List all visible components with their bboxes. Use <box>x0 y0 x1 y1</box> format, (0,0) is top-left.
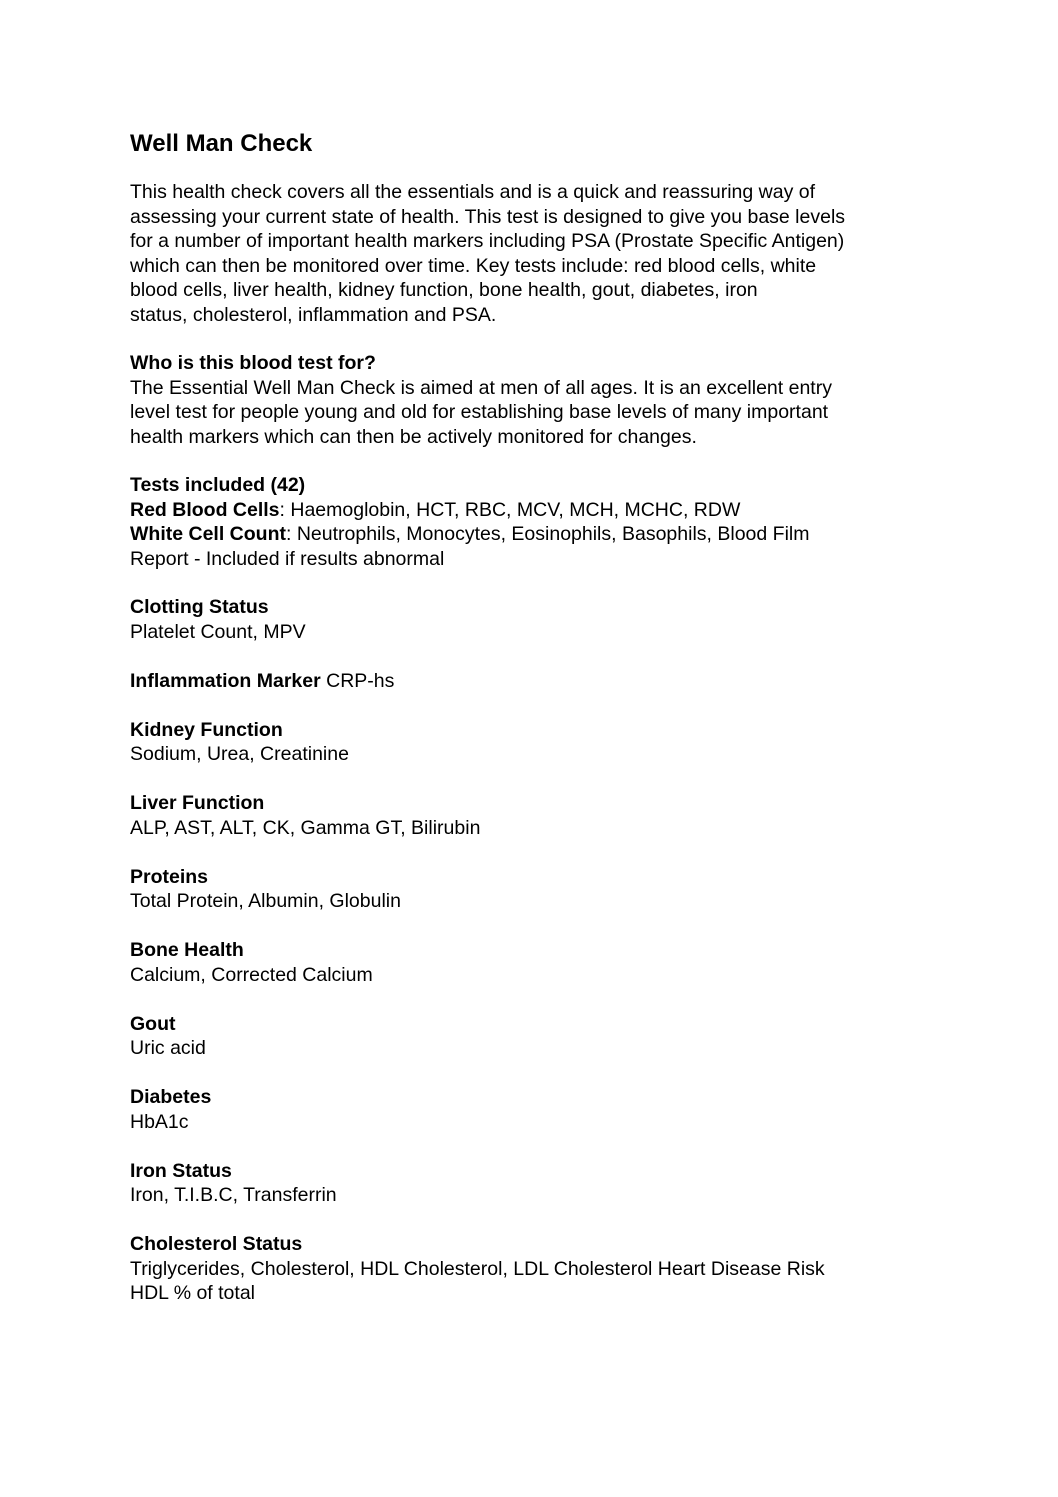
inflammation-line <box>130 669 920 694</box>
section-heading: Bone Health <box>130 939 244 961</box>
kidney-section <box>130 718 920 767</box>
diabetes-section <box>130 1085 920 1134</box>
who-line: The Essential Well Man Check is aimed at men of all ages. It is an excellent entry <box>130 376 832 399</box>
intro-line: which can then be monitored over time. Key tests include: red blood cells, white <box>130 254 817 277</box>
who-heading: Who is this blood test for? <box>130 352 376 374</box>
intro-line: status, cholesterol, inflammation and PSA. <box>130 303 497 326</box>
section-heading: Kidney Function <box>130 718 283 741</box>
section-heading: Diabetes <box>130 1086 212 1108</box>
section-text: Platelet Count, MPV <box>130 620 306 643</box>
section-text: ALP, AST, ALT, CK, Gamma GT, Bilirubin <box>130 816 481 839</box>
section-text: Uric acid <box>130 1037 206 1059</box>
section-text: Triglycerides, Cholesterol, HDL Cholesterol, LDL Cholesterol Heart Disease Risk <box>130 1257 825 1280</box>
intro-line: for a number of important health markers including PSA (Prostate Specific Antigen) <box>130 230 845 252</box>
inflammation-text: CRP-hs <box>320 669 395 692</box>
white-cell-count-label: White Cell Count <box>130 523 286 545</box>
who-paragraph <box>130 376 920 450</box>
proteins-section <box>130 865 920 914</box>
intro-paragraph <box>130 180 920 327</box>
red-blood-cells-label: Red Blood Cells <box>130 498 280 521</box>
red-blood-cells-text: : Haemoglobin, HCT, RBC, MCV, MCH, MCHC, RDW <box>279 498 741 521</box>
cholesterol-section <box>130 1232 920 1306</box>
section-text: Calcium, Corrected Calcium <box>130 963 373 986</box>
inflammation-label: Inflammation Marker <box>130 669 321 692</box>
section-text: HDL % of total <box>130 1282 255 1304</box>
who-line: level test for people young and old for establishing base levels of many important <box>130 401 829 423</box>
section-heading: Iron Status <box>130 1159 232 1182</box>
document-page <box>130 128 920 1330</box>
inflammation-section <box>130 669 920 694</box>
iron-section <box>130 1159 920 1208</box>
section-heading: Cholesterol Status <box>130 1233 303 1255</box>
section-text: Total Protein, Albumin, Globulin <box>130 890 401 912</box>
bone-section <box>130 938 920 987</box>
who-line: health markers which can then be actively monitored for changes. <box>130 425 697 448</box>
red-blood-cells-line <box>130 498 920 523</box>
section-heading: Clotting Status <box>130 596 269 618</box>
section-text: HbA1c <box>130 1110 189 1133</box>
section-heading: Proteins <box>130 865 209 888</box>
clotting-section <box>130 595 920 644</box>
liver-section <box>130 791 920 840</box>
section-text: Sodium, Urea, Creatinine <box>130 743 349 765</box>
gout-section <box>130 1012 920 1061</box>
section-text: Iron, T.I.B.C, Transferrin <box>130 1184 337 1206</box>
section-heading: Gout <box>130 1012 176 1035</box>
section-heading: Liver Function <box>130 792 265 814</box>
intro-line: This health check covers all the essentials and is a quick and reassuring way of <box>130 181 816 203</box>
white-cell-count-text: : Neutrophils, Monocytes, Eosinophils, Basophils, Blood Film <box>285 523 810 545</box>
intro-line: blood cells, liver health, kidney function, bone health, gout, diabetes, iron <box>130 279 758 301</box>
white-cell-count-line <box>130 522 920 547</box>
white-cell-count-line-2: Report - Included if results abnormal <box>130 547 445 570</box>
tests-heading: Tests included (42) <box>130 474 306 496</box>
blood-cells-block <box>130 498 920 572</box>
page-title: Well Man Check <box>130 130 313 157</box>
intro-line: assessing your current state of health. This test is designed to give you base levels <box>130 205 846 228</box>
